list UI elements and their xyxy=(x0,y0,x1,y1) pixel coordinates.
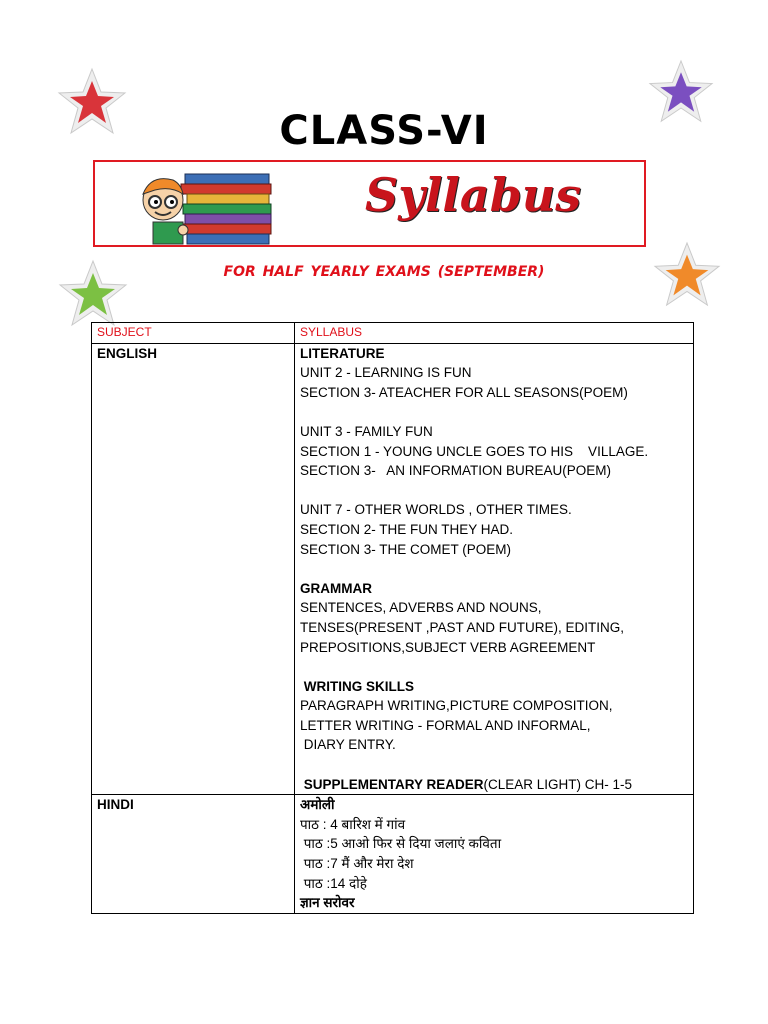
syllabus-line: SECTION 3- ATEACHER FOR ALL SEASONS(POEM) xyxy=(300,384,628,400)
header-subject: SUBJECT xyxy=(92,323,295,344)
syllabus-line: SECTION 3- THE COMET (POEM) xyxy=(300,541,512,557)
syllabus-line: पाठ :5 आओ फिर से दिया जलाएं कविता xyxy=(300,836,502,852)
syllabus-line: पाठ :7 मैं और मेरा देश xyxy=(300,856,414,872)
syllabus-line: UNIT 3 - FAMILY FUN xyxy=(300,423,433,439)
hindi-syllabus-cell xyxy=(295,795,694,914)
syllabus-table xyxy=(91,322,694,914)
student-with-books-illustration xyxy=(125,164,365,246)
supplementary-reader-line xyxy=(300,775,688,795)
syllabus-line: UNIT 7 - OTHER WORLDS , OTHER TIMES. xyxy=(300,502,572,518)
grammar-heading: GRAMMAR xyxy=(300,580,372,596)
syllabus-line: LETTER WRITING - FORMAL AND INFORMAL, xyxy=(300,717,591,733)
syllabus-line: PARAGRAPH WRITING,PICTURE COMPOSITION, xyxy=(300,698,613,714)
syllabus-line: SECTION 3- AN INFORMATION BUREAU(POEM) xyxy=(300,463,612,479)
syllabus-line: पाठ :14 दोहे xyxy=(300,875,367,891)
syllabus-line: SECTION 2- THE FUN THEY HAD. xyxy=(300,521,514,537)
subject-hindi: HINDI xyxy=(92,795,295,914)
exam-subtitle: FOR HALF YEARLY EXAMS (SEPTEMBER) xyxy=(223,264,545,280)
syllabus-banner xyxy=(93,160,646,247)
table-header-row xyxy=(92,323,694,344)
page-title: CLASS-VI xyxy=(279,108,489,154)
supplementary-detail: (CLEAR LIGHT) CH- 1-5 xyxy=(483,776,633,792)
banner-syllabus-word: Syllabus xyxy=(365,168,582,222)
subject-english: ENGLISH xyxy=(92,343,295,795)
hindi-book-heading: अमोली xyxy=(300,797,335,813)
syllabus-line: PREPOSITIONS,SUBJECT VERB AGREEMENT xyxy=(300,639,596,655)
writing-skills-heading: WRITING SKILLS xyxy=(300,678,414,694)
table-row-hindi xyxy=(92,795,694,914)
english-syllabus-cell xyxy=(295,343,694,795)
syllabus-line: UNIT 2 - LEARNING IS FUN xyxy=(300,365,472,381)
hindi-second-book-heading: ज्ञान सरोवर xyxy=(300,895,355,911)
syllabus-line: पाठ : 4 बारिश में गांव xyxy=(300,816,406,832)
table-row-english xyxy=(92,343,694,795)
syllabus-line: SENTENCES, ADVERBS AND NOUNS, xyxy=(300,600,542,616)
syllabus-line: TENSES(PRESENT ,PAST AND FUTURE), EDITING, xyxy=(300,619,625,635)
supplementary-heading: SUPPLEMENTARY READER xyxy=(300,776,484,792)
header-syllabus: SYLLABUS xyxy=(295,323,694,344)
syllabus-line: SECTION 1 - YOUNG UNCLE GOES TO HIS VILLAGE. xyxy=(300,443,649,459)
syllabus-line: DIARY ENTRY. xyxy=(300,737,396,753)
literature-heading: LITERATURE xyxy=(300,345,385,361)
